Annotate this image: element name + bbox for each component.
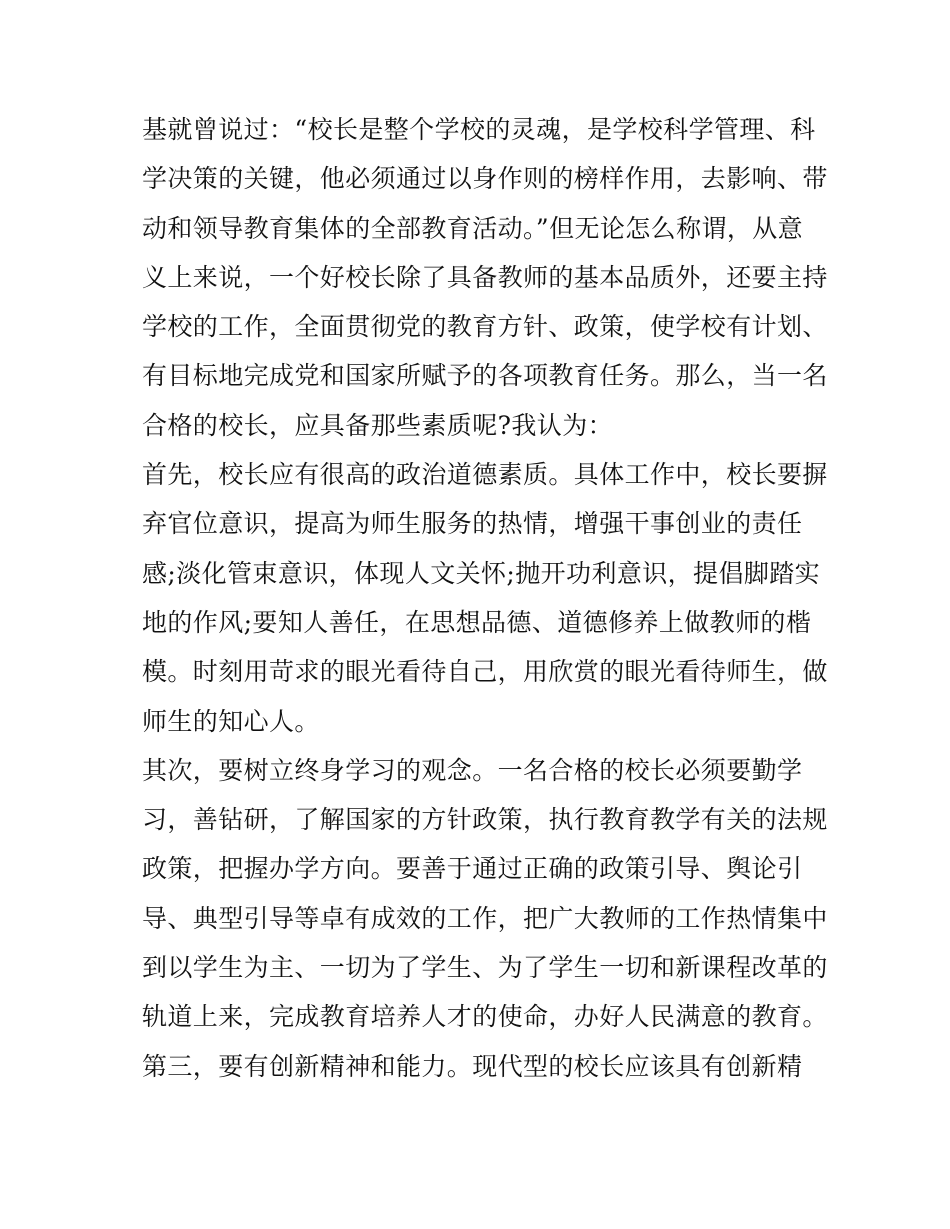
text-line: 首先，校长应有很高的政治道德素质。具体工作中，校长要摒	[142, 460, 828, 490]
text-line: 义上来说，一个好校长除了具备教师的基本品质外，还要主持	[142, 262, 828, 292]
text-line: 学决策的关键，他必须通过以身作则的榜样作用，去影响、带	[142, 164, 828, 194]
text-line: 轨道上来，完成教育培养人才的使命，办好人民满意的教育。	[142, 1002, 828, 1032]
text-line: 第三，要有创新精神和能力。现代型的校长应该具有创新精	[142, 1051, 803, 1081]
text-line: 模。时刻用苛求的眼光看待自己，用欣赏的眼光看待师生，做	[142, 657, 828, 687]
text-line: 基就曾说过：“校长是整个学校的灵魂，是学校科学管理、科	[142, 115, 816, 144]
text-line: 动和领导教育集体的全部教育活动。”但无论怎么称谓，从意	[142, 213, 804, 243]
text-line: 师生的知心人。	[142, 706, 320, 736]
document-body	[142, 105, 828, 1091]
text-line: 感;淡化管束意识，体现人文关怀;抛开功利意识，提倡脚踏实	[142, 558, 821, 588]
text-line: 地的作风;要知人善任，在思想品德、道德修养上做教师的楷	[142, 607, 812, 637]
text-line: 合格的校长，应具备那些素质呢?我认为：	[142, 410, 614, 440]
text-line: 其次，要树立终身学习的观念。一名合格的校长必须要勤学	[142, 755, 803, 785]
text-line: 政策，把握办学方向。要善于通过正确的政策引导、舆论引	[142, 854, 803, 884]
text-line: 弃官位意识，提高为师生服务的热情，增强干事创业的责任	[142, 509, 803, 539]
text-line: 有目标地完成党和国家所赋予的各项教育任务。那么，当一名	[142, 361, 828, 391]
text-line: 学校的工作，全面贯彻党的教育方针、政策，使学校有计划、	[142, 312, 828, 342]
text-line: 到以学生为主、一切为了学生、为了学生一切和新课程改革的	[142, 953, 828, 983]
text-line: 习，善钻研，了解国家的方针政策，执行教育教学有关的法规	[142, 805, 828, 835]
text-line: 导、典型引导等卓有成效的工作，把广大教师的工作热情集中	[142, 903, 828, 933]
